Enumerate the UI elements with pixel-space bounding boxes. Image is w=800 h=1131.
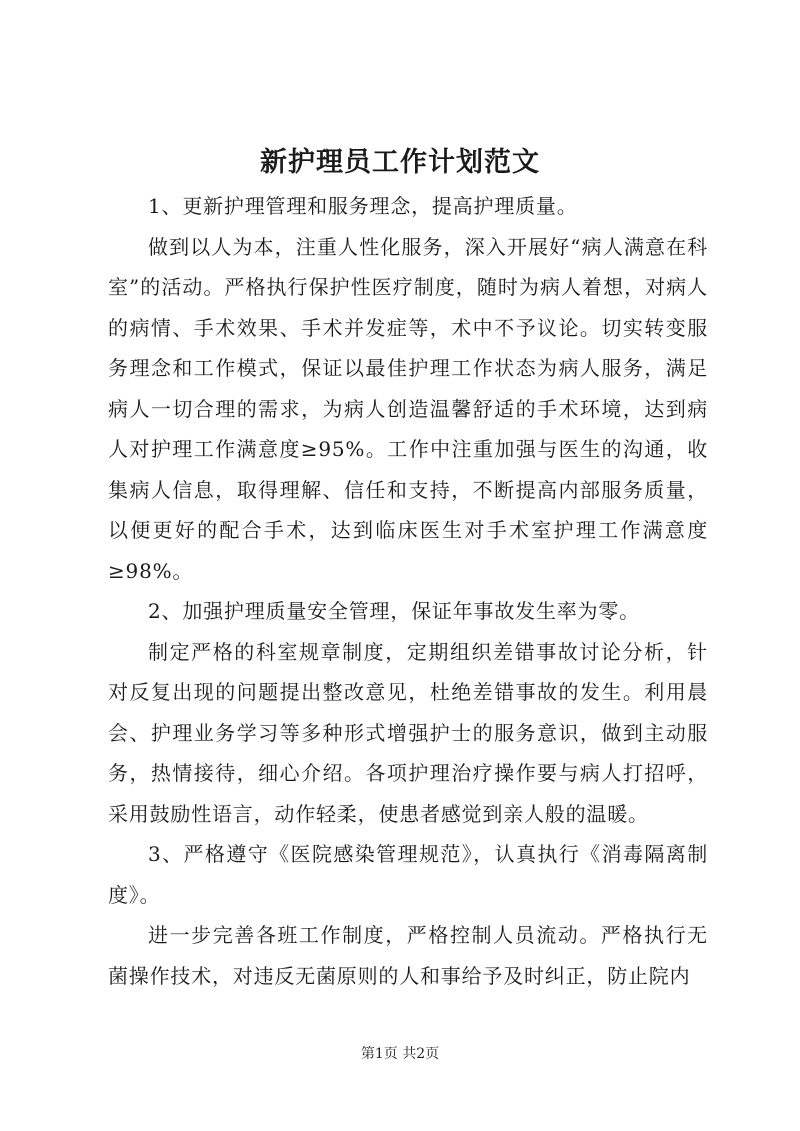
body-paragraph: 制定严格的科室规章制度，定期组织差错事故讨论分析，针对反复出现的问题提出整改意见，杜绝差错事故的发生。利用晨会、护理业务学习等多种形式增强护士的服务意识，做到主动服务，热情接待，细心介绍。各项护理治疗操作要与病人打招呼，采用鼓励性语言，动作轻柔，使患者感觉到亲人般的温暖。 xyxy=(108,639,708,826)
section-heading-1: 1、更新护理管理和服务理念，提高护理质量。 xyxy=(148,194,578,218)
section-heading-3: 3、严格遵守《医院感染管理规范》，认真执行《消毒隔离制度》。 xyxy=(108,842,708,907)
section-heading-2: 2、加强护理质量安全管理，保证年事故发生率为零。 xyxy=(148,599,640,623)
document-title: 新护理员工作计划范文 xyxy=(260,147,540,178)
document-body xyxy=(108,186,708,996)
body-paragraph: 做到以人为本，注重人性化服务，深入开展好“病人满意在科室”的活动。严格执行保护性医疗制度，随时为病人着想，对病人的病情、手术效果、手术并发症等，术中不予议论。切实转变服务理念和工作模式，保证以最佳护理工作状态为病人服务，满足病人一切合理的需求，为病人创造温馨舒适的手术环境，达到病人对护理工作满意度≥95%。工作中注重加强与医生的沟通，收集病人信息，取得理解、信任和支持，不断提高内部服务质量，以便更好的配合手术，达到临床医生对手术室护理工作满意度≥98%。 xyxy=(108,234,708,583)
body-paragraph: 进一步完善各班工作制度，严格控制人员流动。严格执行无菌操作技术，对违反无菌原则的人和事给予及时纠正，防止院内 xyxy=(108,923,708,988)
page-footer: 第1页 共2页 xyxy=(360,1046,440,1062)
